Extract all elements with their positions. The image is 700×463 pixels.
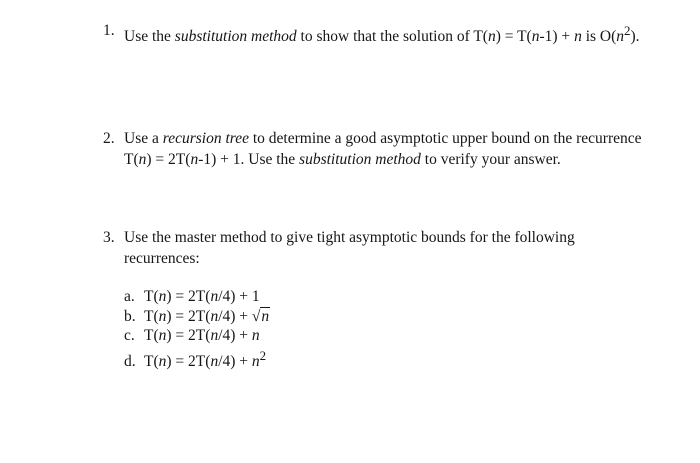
text-run: ) = 2T( [166,327,211,344]
problem-2 [103,128,643,170]
text-run: to verify your answer. [420,151,561,168]
text-run: Use the [124,28,175,46]
text-run: ) = 2T( [146,151,191,168]
text-run: ) = 2T( [166,288,211,305]
superscript: 2 [624,23,631,38]
math-variable: n [531,28,540,46]
problem-text [124,20,643,47]
problem-3 [103,227,643,269]
recurrence-c [124,326,270,346]
item-letter: a. [124,288,135,305]
item-letter: d. [124,352,136,370]
math-variable: n [251,327,260,344]
text-run: -1) + 1. Use the [198,151,300,168]
text-run: T( [144,307,159,325]
math-variable: n [158,327,167,344]
square-root [252,307,270,327]
recurrence-d [124,346,270,372]
math-variable: n [261,307,270,325]
math-variable: n [158,307,167,325]
math-variable: n [210,327,219,344]
text-run: /4) + [218,288,252,305]
radical-sign: √ [251,307,261,325]
math-variable: n [210,352,219,370]
problem-number: 2. [103,130,115,147]
emphasis-text: substitution method [174,28,297,46]
math-variable: n [210,307,219,325]
math-variable: n [574,28,582,46]
text-run: to determine a good asymptotic upper bound on the recurrence T( [124,130,642,168]
problem-1 [103,20,643,47]
emphasis-text: substitution method [299,151,421,168]
math-variable: n [251,352,260,370]
emphasis-text: recursion tree [162,130,249,147]
text-run: /4) + [218,327,252,344]
text-run: ) = 2T( [166,307,211,325]
text-run: T( [144,352,159,370]
math-variable: n [210,288,219,305]
math-variable: n [158,352,167,370]
text-run: /4) + [218,352,252,370]
text-run: T( [144,288,159,305]
math-variable: n [138,151,147,168]
text-run: is O( [581,28,617,46]
text-run: to show that the solution of T( [296,28,488,46]
text-run: T( [144,327,159,344]
problem-text [124,128,643,170]
problem-text: Use the master method to give tight asymptotic bounds for the following recurrences: [124,229,575,267]
problem-number: 3. [103,229,115,246]
item-letter: c. [124,327,135,344]
recurrence-b [124,307,270,327]
text-run: -1) + [539,28,575,46]
recurrence-a [124,287,270,307]
math-variable: n [190,151,199,168]
recurrence-list [124,287,270,371]
math-variable: n [616,28,625,46]
superscript: 2 [259,347,267,363]
text-run: ) = 2T( [166,352,211,370]
text-run: ) = T( [495,28,532,46]
text-run: Use a [124,130,163,147]
text-run: /4) + [218,307,252,325]
math-variable: n [158,288,167,305]
text-run: 1 [251,288,260,305]
math-variable: n [487,28,496,46]
text-run: ). [630,28,640,46]
problem-number: 1. [103,22,115,39]
item-letter: b. [124,307,136,325]
